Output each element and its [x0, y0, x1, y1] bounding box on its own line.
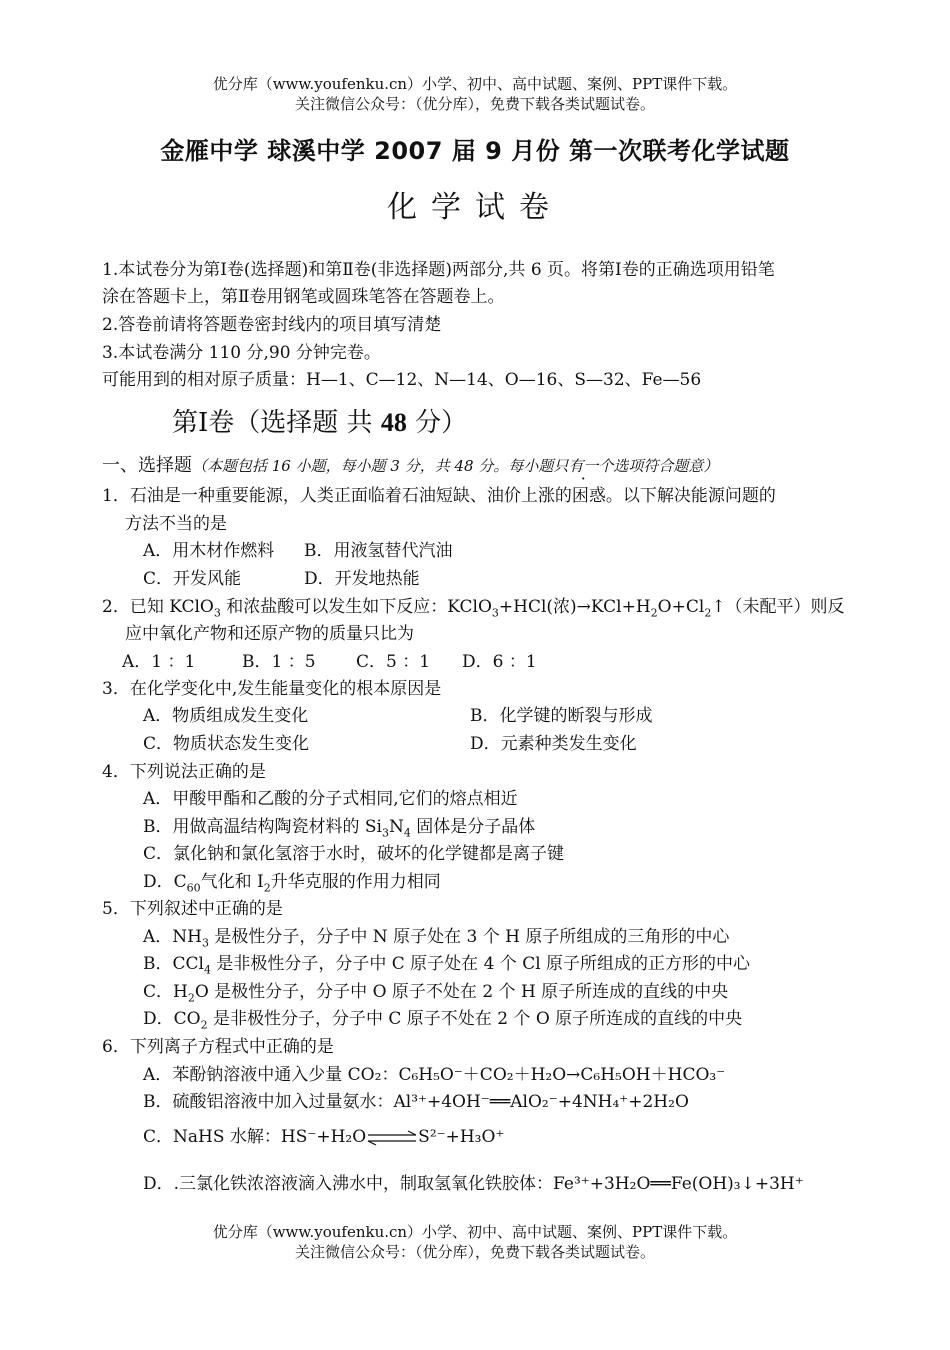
q2-stem-eq2: O+Cl — [657, 597, 705, 617]
q5-option-b: B．CCl$_4$ 是非极性分子，分子中 C 原子处在 4 个 Cl 原子所组成的正方形的中心 — [143, 954, 751, 977]
q4-option-b: B．用做高温结构陶瓷材料的 $Si_3N_4$ 固体是分子晶体 — [143, 817, 536, 840]
q2-stem-1: 2．已知 KClO$_3$ 和浓盐酸可以发生如下反应：KClO$_3$+HCl(浓)$\to KCl+H_2O+Cl_2↑$（未配平）则反 — [102, 597, 845, 620]
q5-a-post: 是极性分子，分子中 N 原子处在 3 个 H 原子所组成的三角形的中心 — [208, 927, 730, 947]
q2-stem-pre: 2．已知 KClO — [102, 597, 214, 617]
q6-c-pre: C．NaHS 水解：HS⁻+H₂O — [143, 1127, 367, 1147]
q4-b-post: 固体是分子晶体 — [410, 817, 536, 837]
q3-option-b: B．化学键的断裂与形成 — [470, 706, 653, 726]
q4-option-d: D．$C_{60}$气化和 $I_2$升华克服的作用力相同 — [143, 872, 441, 895]
footer-line-1: 优分库（www.youfenku.cn）小学、初中、高中试题、案例、PPT课件下载。 — [212, 1223, 738, 1241]
q2-option-b: B．1 ：5 — [242, 652, 316, 672]
q5-stem: 5．下列叙述中正确的是 — [102, 899, 283, 919]
q5-c-pre: C．H — [143, 982, 188, 1002]
part-hint-post: 选项符合题意） — [613, 457, 719, 475]
q2-stem-2: 应中氧化产物和还原产物的质量只比为 — [125, 624, 414, 644]
q5-option-c: C．$H_2O$ 是极性分子，分子中 O 原子不处在 2 个 H 原子所连成的直线的中央 — [143, 982, 729, 1005]
instruction-3: 3.本试卷满分 110 分,90 分钟完卷。 — [102, 343, 381, 363]
q4-b-mid: N — [388, 817, 404, 837]
q5-b-post: 是非极性分子，分子中 C 原子处在 4 个 Cl 原子所组成的正方形的中心 — [210, 954, 751, 974]
q6-c-post: S²⁻+H₃O⁺ — [418, 1127, 505, 1147]
q3-option-a: A．物质组成发生变化 — [143, 706, 309, 726]
q4-d-pre: D．C — [143, 872, 187, 892]
q3-option-d: D．元素种类发生变化 — [470, 734, 637, 754]
part-hint-emphasis — [553, 457, 613, 475]
q3-stem: 3．在化学变化中,发生能量变化的根本原因是 — [102, 679, 442, 699]
q4-stem: 4．下列说法正确的是 — [102, 762, 266, 782]
q2-option-a: A．1 ：1 — [122, 652, 196, 672]
instruction-1b: 涂在答题卡上，第Ⅱ卷用钢笔或圆珠笔答在答题卷上。 — [102, 287, 505, 307]
q3-option-c: C．物质状态发生变化 — [143, 734, 310, 754]
q6-option-b: B．硫酸铝溶液中加入过量氨水：Al³⁺+4OH⁻══AlO₂⁻+4NH₄⁺+2H₂O — [143, 1092, 689, 1112]
atomic-masses: 可能用到的相对原子质量：H—1、C—12、N—14、O—16、S—32、Fe—56 — [102, 370, 702, 390]
header-line-1: 优分库（www.youfenku.cn）小学、初中、高中试题、案例、PPT课件下载。 — [212, 75, 738, 93]
q1-stem-1: 1．石油是一种重要能源，人类正面临着石油短缺、油价上涨的困惑。以下解决能源问题的 — [102, 486, 776, 506]
section-heading-post: 分） — [406, 408, 468, 438]
q6-option-d: D．.三氯化铁浓溶液滴入沸水中，制取氢氧化铁胶体：Fe³⁺+3H₂O══Fe(OH)₃↓+3H⁺ — [143, 1174, 804, 1194]
section-heading-pre: 第Ⅰ卷（选择题 共 — [172, 408, 381, 438]
section-heading-score: 48 — [380, 408, 407, 437]
q4-b-pre: B．用做高温结构陶瓷材料的 Si — [143, 817, 382, 837]
q5-b-pre: B．CCl — [143, 954, 204, 974]
q5-c-post: O 是极性分子，分子中 O 原子不处在 2 个 H 原子所连成的直线的中央 — [194, 982, 729, 1002]
q2-stem-post: ↑（未配平）则反 — [711, 597, 845, 617]
q2-stem-eq: +HCl(浓)→KCl+H — [498, 597, 651, 617]
document-title: 金雁中学 球溪中学 2007 届 9 月份 第一次联考化学试题 — [160, 137, 790, 165]
instruction-1a: 1.本试卷分为第Ⅰ卷(选择题)和第Ⅱ卷(非选择题)两部分,共 6 页。将第Ⅰ卷的正确选项用铅笔 — [102, 260, 775, 280]
part-title: 一、选择题 — [102, 455, 192, 476]
equilibrium-arrow-icon — [366, 1128, 418, 1148]
part-title-line — [102, 451, 718, 477]
q2-option-c: C．5 ：1 — [356, 652, 431, 672]
q5-d-post: 是非极性分子，分子中 C 原子不处在 2 个 O 原子所连成的直线的中央 — [207, 1009, 743, 1029]
q6-option-c — [143, 1126, 504, 1148]
q1-stem-2: 方法不当的是 — [125, 514, 227, 534]
q6-option-a: A．苯酚钠溶液中通入少量 CO₂：C₆H₅O⁻＋CO₂＋H₂O→C₆H₅OH＋HCO₃⁻ — [143, 1065, 726, 1085]
q4-option-c: C．氯化钠和氯化氢溶于水时，破坏的化学键都是离子键 — [143, 844, 565, 864]
q1-option-d: D．开发地热能 — [304, 569, 420, 589]
header-line-2: 关注微信公众号：（优分库），免费下载各类试题试卷。 — [294, 95, 655, 113]
part-hint-pre: （本题包括 16 小题，每小题 3 分，共 48 分。每小题 — [192, 457, 554, 475]
q5-option-d: D．$CO_2$ 是非极性分子，分子中 C 原子不处在 2 个 O 原子所连成的直线的中央 — [143, 1009, 743, 1032]
instruction-2: 2.答卷前请将答题卷密封线内的项目填写清楚 — [102, 315, 442, 335]
hint-emph-text: 只有一个 — [553, 457, 614, 475]
document-subtitle: 化学试卷 — [387, 190, 563, 225]
q1-option-c: C．开发风能 — [143, 569, 242, 589]
q6-stem: 6．下列离子方程式中正确的是 — [102, 1037, 334, 1057]
q4-d-post: 升华克服的作用力相同 — [270, 872, 441, 892]
q1-option-b: B．用液氢替代汽油 — [304, 541, 453, 561]
q4-d-mid: 气化和 I — [200, 872, 264, 892]
q5-a-pre: A．NH — [143, 927, 202, 947]
q5-d-pre: D．CO — [143, 1009, 201, 1029]
section-heading — [172, 402, 467, 439]
q5-option-a: A．$NH_3$ 是极性分子，分子中 N 原子处在 3 个 H 原子所组成的三角形的中心 — [143, 927, 730, 950]
footer-line-2: 关注微信公众号：（优分库），免费下载各类试题试卷。 — [294, 1243, 655, 1261]
q2-option-d: D．6 ：1 — [462, 652, 537, 672]
q4-option-a: A．甲酸甲酯和乙酸的分子式相同,它们的熔点相近 — [143, 789, 518, 809]
q1-option-a: A．用木材作燃料 — [143, 541, 275, 561]
q2-stem-mid: 和浓盐酸可以发生如下反应：KClO — [220, 597, 492, 617]
